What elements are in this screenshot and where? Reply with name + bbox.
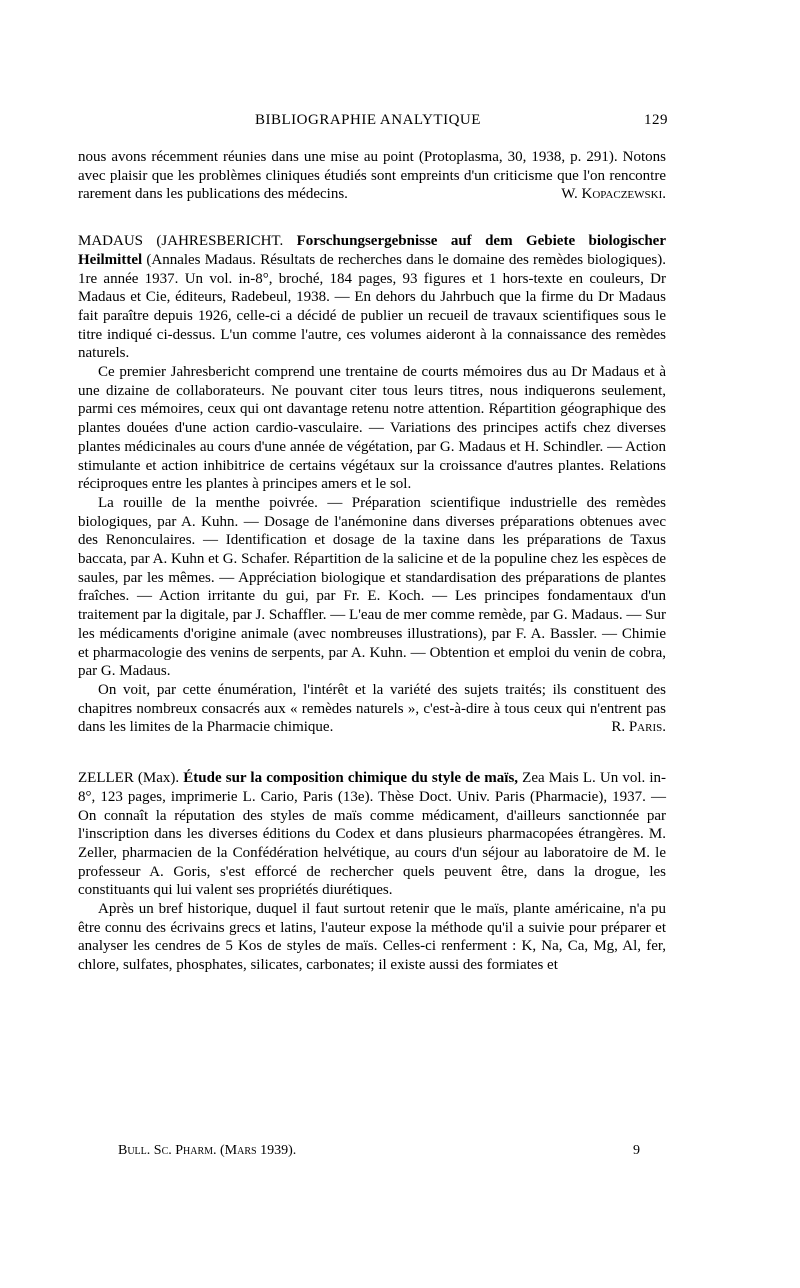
madaus-paragraph-3: La rouille de la menthe poivrée. — Préparation scientifique industrielle des remèdes biologiques, par A. Kuhn. — Dosage de l'anémonine dans diverses préparations obtenues avec des Renonculaires. — Identification et dosage de la taxine dans les préparations de Taxus baccata, par A. Kuhn et G. Schafer. Répartition de la salicine et de la populine chez les espèces de saules, par les mêmes. — Appréciation biologique et standardisation des préparations de plantes fraîches. — Action irritante du gui, par Fr. E. Koch. — Les principes fondamentaux d'un traitement par la digitale, par J. Schaffler. — L'eau de mer comme remède, par G. Madaus. — Sur les médicaments d'origine animale (avec nombreuses illustrations), par F. A. Bassler. — Chimie et pharmacologie des venins de serpents, par A. Kuhn. — Obtention et emploi du venin de cobra, par G. Madaus. <box>78 494 666 680</box>
page-number: 129 <box>644 112 668 128</box>
madaus-paragraph-2: Ce premier Jahresbericht comprend une trentaine de courts mémoires dus au Dr Madaus et à une dizaine de collaborateurs. Ne pouvant citer tous leurs titres, nous indiquerons seulement, parmi ces mémoires, ceux qui ont davantage retenu notre attention. Répartition géographique des plantes douées d'une action cardio-vasculaire. — Variations des principes actifs chez diverses plantes médicinales au cours d'une année de végétation, par G. Madaus et H. Schindler. — Action stimulante et action inhibitrice de certains végétaux sur la croissance d'autres plantes. Relations réciproques entre les plantes à principes amers et le sol. <box>78 364 666 493</box>
madaus-paragraph-4 <box>78 681 666 737</box>
page-footer <box>118 1143 640 1159</box>
journal-reference: Bull. Sc. Pharm. (Mars 1939). <box>118 1143 297 1158</box>
madaus-conclusion-text: On voit, par cette énumération, l'intérêt et la variété des sujets traités; ils constituent des chapitres nombreux consacrés aux « remèdes naturels », c'est-à-dire à tous ceux qui n'entrent pas dans les limites de la Pharmacie chimique. <box>78 681 666 736</box>
page-header <box>80 112 668 129</box>
madaus-title: Forschungsergebnisse auf dem Gebiete biologischer Heilmittel <box>78 233 666 268</box>
zeller-review-paragraph <box>78 769 666 900</box>
signature-kopaczewski: W. Kopaczewski. <box>561 186 666 203</box>
continuation-paragraph <box>78 148 666 204</box>
signature-paris: R. Paris. <box>611 719 666 736</box>
running-title: BIBLIOGRAPHIE ANALYTIQUE <box>255 112 481 128</box>
zeller-author: ZELLER (Max). <box>78 770 180 787</box>
zeller-paragraph-2: Après un bref historique, duquel il faut surtout retenir que le maïs, plante américaine, n'a pu être connu des écrivains grecs et latins, l'auteur expose la méthode qu'il a suivie pour préparer et analyser les cendres de 5 Kos de styles de maïs. Celles-ci renferment : K, Na, Ca, Mg, Al, fer, chlore, sulfates, phosphates, silicates, carbonates; il existe aussi des formiates et <box>78 901 666 974</box>
zeller-details: Zea Mais L. Un vol. in-8°, 123 pages, imprimerie L. Cario, Paris (13e). Thèse Doct. Univ. Paris (Pharmacie), 1937. — On connaît la réputation des styles de maïs comme médicament, d'ailleurs sanctionnée par l'inscription dans les diverses éditions du Codex et dans plusieurs pharmacopées étrangères. M. Zeller, pharmacien de la Confédération helvétique, au cours d'un séjour au laboratoire de M. le professeur A. Goris, s'est efforcé de rechercher quels peuvent être, dans la drogue, les constituants qui lui valent ses propriétés diurétiques. <box>78 770 667 899</box>
signature-mark: 9 <box>633 1143 640 1158</box>
madaus-author: MADAUS (JAHRESBERICHT. <box>78 233 284 250</box>
madaus-review-paragraph <box>78 232 666 363</box>
continuation-text: nous avons récemment réunies dans une mise au point (Protoplasma, 30, 1938, p. 291). Notons avec plaisir que les problèmes cliniques étudiés sont empreints d'un criticisme que l'on rencontre rarement dans les publications des médecins. <box>78 149 666 203</box>
page-body <box>78 148 666 975</box>
madaus-details: (Annales Madaus. Résultats de recherches dans le domaine des remèdes biologiques). 1re année 1937. Un vol. in-8°, broché, 184 pages, 93 figures et 1 hors-texte en couleurs, Dr Madaus et Cie, éditeurs, Radebeul, 1938. — En dehors du Jahrbuch que la firme du Dr Madaus fait paraître depuis 1926, celle-ci a décidé de publier un recueil de travaux scientifiques sous le titre indiqué ci-dessus. L'un comme l'autre, ces volumes aideront à la connaissance des remèdes naturels. <box>78 251 667 362</box>
zeller-title: Étude sur la composition chimique du style de maïs, <box>183 770 519 787</box>
